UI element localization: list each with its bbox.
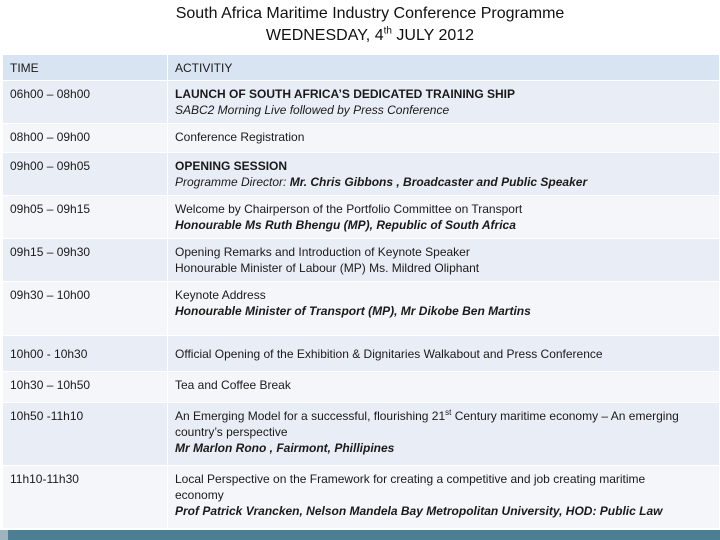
- title-date-prefix: WEDNESDAY, 4: [265, 27, 384, 44]
- footer-bar: [8, 530, 720, 540]
- header-activity: ACTIVITIY: [168, 55, 720, 81]
- title-line-1: South Africa Maritime Industry Conference Programme: [175, 5, 565, 22]
- header-time: TIME: [3, 55, 168, 81]
- activity-detail: [175, 174, 713, 190]
- activity-cell: [168, 282, 720, 336]
- time-cell: 06h00 – 08h00: [3, 81, 168, 124]
- programme-table: [2, 54, 720, 529]
- activity-title: Welcome by Chairperson of the Portfolio Committee on Transport: [175, 202, 523, 216]
- time-cell: 09h30 – 10h00: [3, 282, 168, 336]
- activity-speaker: Honourable Minister of Labour (MP) Ms. Mildred Oliphant: [175, 261, 480, 275]
- table-header-row: [3, 55, 720, 81]
- programme-director-label: Programme Director:: [175, 175, 287, 189]
- activity-title-start: An Emerging Model for a successful, flourishing 21: [175, 409, 446, 423]
- activity-title-continued: country’s perspective: [175, 425, 288, 439]
- table-row: [3, 239, 720, 282]
- activity-title: OPENING SESSION: [175, 159, 288, 173]
- activity-speaker: Prof Patrick Vrancken, Nelson Mandela Bay Metropolitan University, HOD: Public Law: [175, 504, 663, 518]
- time-cell: 11h10-11h30: [3, 466, 168, 529]
- table-row: [3, 466, 720, 529]
- activity-title: Opening Remarks and Introduction of Keynote Speaker: [175, 245, 470, 259]
- activity-cell: [168, 153, 720, 196]
- table-row: [3, 336, 720, 372]
- title-date-rest: JULY 2012: [396, 27, 475, 44]
- programme-title: [0, 0, 720, 47]
- activity-cell: [168, 81, 720, 124]
- activity-title: Official Opening of the Exhibition & Dignitaries Walkabout and Press Conference: [175, 347, 603, 361]
- ordinal-suffix: st: [445, 408, 452, 417]
- table-row: [3, 403, 720, 466]
- activity-cell: [168, 239, 720, 282]
- time-cell: 10h00 - 10h30: [3, 336, 168, 372]
- activity-title: [175, 408, 713, 424]
- title-date-suffix: th: [383, 25, 392, 37]
- footer-accent-left: [0, 530, 8, 540]
- title-line-2: [0, 25, 720, 47]
- activity-title: Local Perspective on the Framework for creating a competitive and job creating maritime: [175, 472, 646, 486]
- time-cell: 09h15 – 09h30: [3, 239, 168, 282]
- activity-detail: SABC2 Morning Live followed by Press Conference: [175, 103, 450, 117]
- activity-cell: [168, 466, 720, 529]
- activity-title: Tea and Coffee Break: [175, 378, 291, 392]
- programme-director-name: Mr. Chris Gibbons , Broadcaster and Public Speaker: [289, 175, 588, 189]
- activity-speaker: Mr Marlon Rono , Fairmont, Phillipines: [175, 441, 395, 455]
- time-cell: 10h50 -11h10: [3, 403, 168, 466]
- activity-title-continued: economy: [175, 488, 224, 502]
- activity-title-end: Century maritime economy – An emerging: [454, 409, 679, 423]
- activity-cell: [168, 372, 720, 403]
- activity-speaker: Honourable Minister of Transport (MP), Mr Dikobe Ben Martins: [175, 304, 531, 318]
- activity-title: Keynote Address: [175, 288, 266, 302]
- table-row: [3, 124, 720, 153]
- time-cell: 08h00 – 09h00: [3, 124, 168, 153]
- time-cell: 10h30 – 10h50: [3, 372, 168, 403]
- table-row: [3, 153, 720, 196]
- activity-title: Conference Registration: [175, 130, 305, 144]
- activity-title: LAUNCH OF SOUTH AFRICA’S DEDICATED TRAINING SHIP: [175, 87, 516, 101]
- table-row: [3, 196, 720, 239]
- activity-cell: [168, 336, 720, 372]
- activity-cell: [168, 124, 720, 153]
- table-row: [3, 282, 720, 336]
- activity-cell: [168, 196, 720, 239]
- table-row: [3, 372, 720, 403]
- time-cell: 09h00 – 09h05: [3, 153, 168, 196]
- time-cell: 09h05 – 09h15: [3, 196, 168, 239]
- activity-speaker: Honourable Ms Ruth Bhengu (MP), Republic of South Africa: [175, 218, 516, 232]
- activity-cell: [168, 403, 720, 466]
- table-row: [3, 81, 720, 124]
